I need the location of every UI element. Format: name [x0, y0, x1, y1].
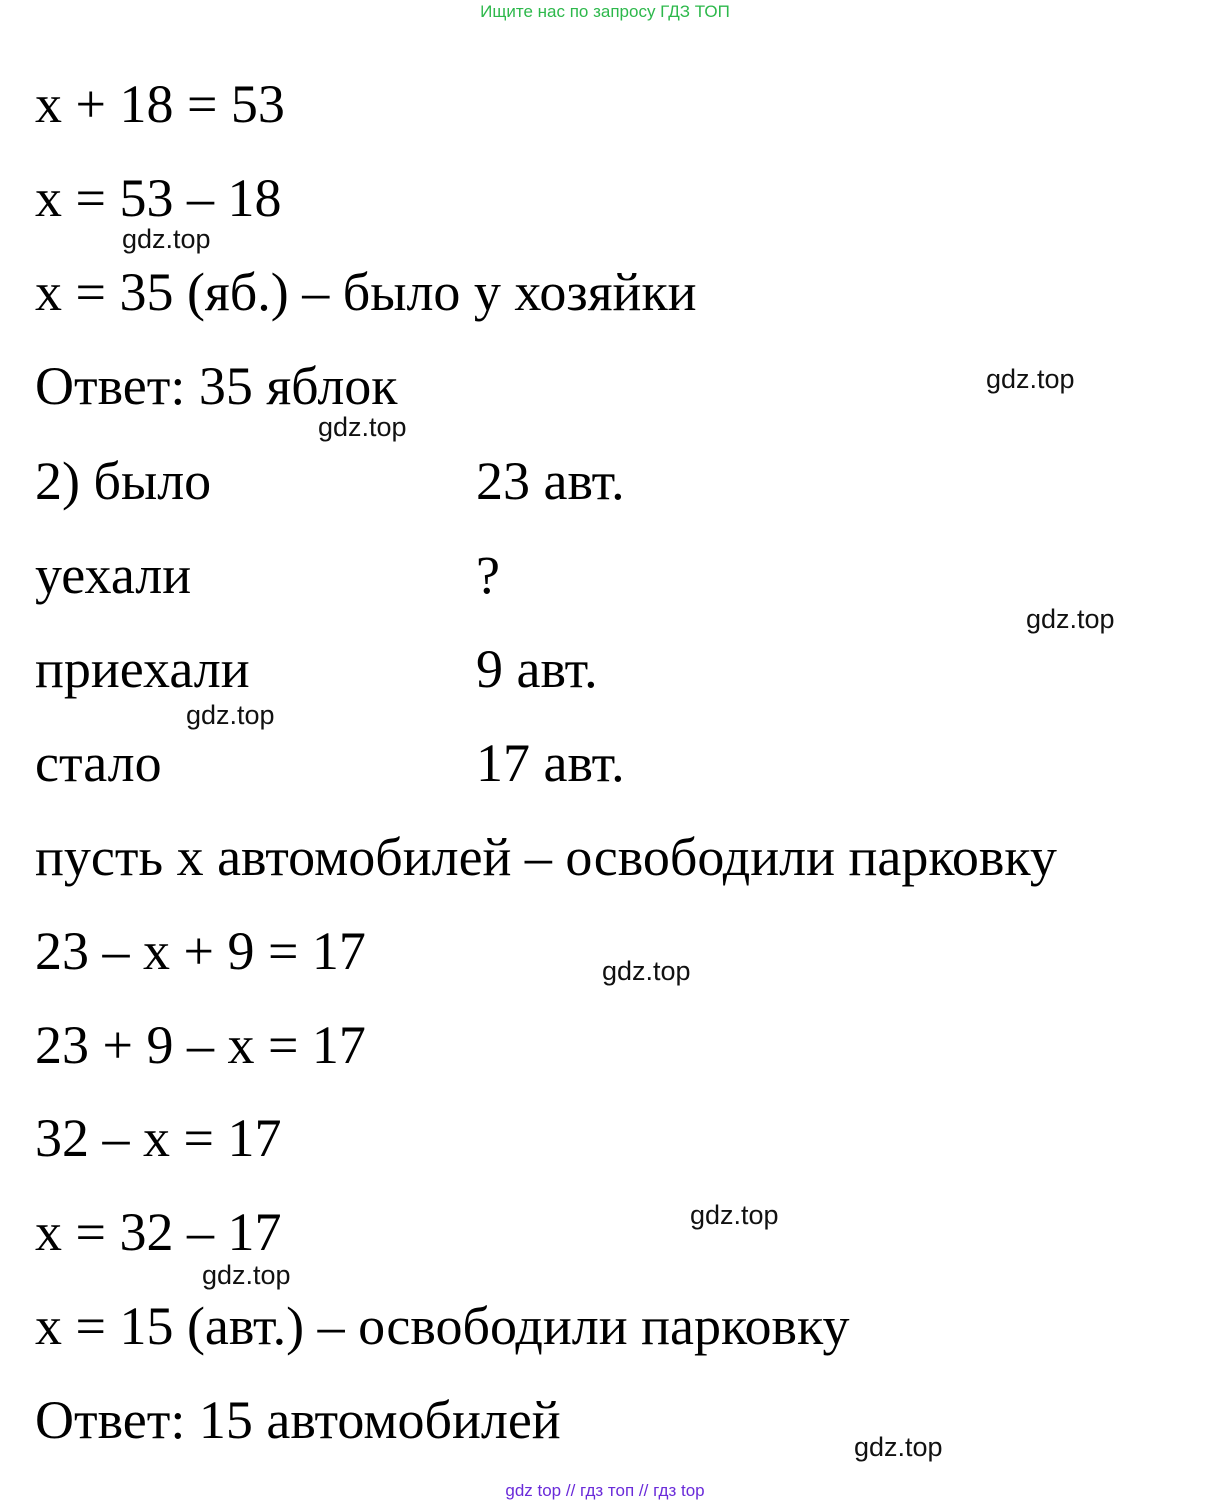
footer-links: [0, 1480, 1210, 1502]
watermark: gdz.top: [1026, 604, 1115, 634]
equation-line-8: x = 32 – 17: [35, 1202, 282, 1262]
table-label-1: 2) было: [35, 451, 212, 511]
footer-link-gdz-top-ru[interactable]: гдз топ: [580, 1481, 635, 1500]
watermark: gdz.top: [690, 1200, 779, 1230]
watermark: gdz.top: [318, 412, 407, 442]
table-label-4: стало: [35, 733, 162, 793]
table-value-4: 17 авт.: [476, 733, 625, 793]
answer-line-1: Ответ: 35 яблок: [35, 356, 398, 416]
table-label-2: уехали: [35, 545, 192, 605]
table-label-3: приехали: [35, 639, 250, 699]
equation-line-5: 23 – x + 9 = 17: [35, 921, 366, 981]
watermark: gdz.top: [122, 224, 211, 254]
equation-line-2: x = 53 – 18: [35, 168, 282, 228]
equation-line-7: 32 – x = 17: [35, 1108, 282, 1168]
footer-separator: //: [634, 1481, 654, 1500]
equation-line-9: x = 15 (авт.) – освободили парковку: [35, 1296, 850, 1356]
answer-line-2: Ответ: 15 автомобилей: [35, 1390, 561, 1450]
footer-link-gdz-top-mixed[interactable]: гдз top: [653, 1481, 705, 1500]
table-value-2: ?: [476, 545, 500, 605]
equation-line-3: x = 35 (яб.) – было у хозяйки: [35, 262, 697, 322]
footer-separator: //: [561, 1481, 581, 1500]
watermark: gdz.top: [202, 1260, 291, 1290]
table-value-3: 9 авт.: [476, 639, 598, 699]
equation-line-6: 23 + 9 – x = 17: [35, 1015, 366, 1075]
watermark: gdz.top: [186, 700, 275, 730]
equation-line-4: пусть x автомобилей – освободили парковку: [35, 827, 1057, 887]
watermark: gdz.top: [986, 364, 1075, 394]
watermark: gdz.top: [602, 956, 691, 986]
footer-link-gdz-top[interactable]: gdz top: [505, 1481, 562, 1500]
equation-line-1: x + 18 = 53: [35, 74, 285, 134]
table-value-1: 23 авт.: [476, 451, 625, 511]
search-hint: Ищите нас по запросу ГДЗ ТОП: [480, 2, 730, 21]
watermark: gdz.top: [854, 1432, 943, 1462]
